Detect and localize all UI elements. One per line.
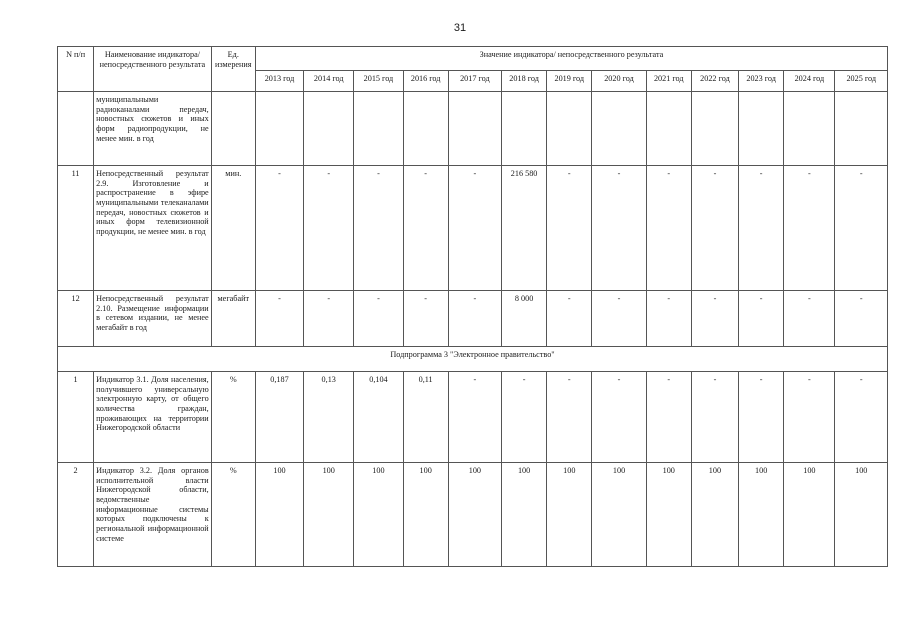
value-cell: 100 xyxy=(691,463,738,567)
subprogram-title: Подпрограмма 3 "Электронное правительство" xyxy=(58,347,888,372)
value-cell xyxy=(691,92,738,166)
value-cell xyxy=(501,92,546,166)
subprogram-section-row xyxy=(58,347,888,372)
page-number: 31 xyxy=(453,22,467,34)
value-cell: - xyxy=(592,166,646,291)
value-cell xyxy=(784,92,835,166)
value-cell: 0,187 xyxy=(255,372,303,463)
value-cell: 100 xyxy=(448,463,501,567)
value-cell: - xyxy=(835,291,888,347)
year-header: 2023 год xyxy=(739,71,784,92)
value-cell: 100 xyxy=(592,463,646,567)
value-cell: 100 xyxy=(739,463,784,567)
indicators-table xyxy=(57,46,888,567)
header-unit: Ед. измерения xyxy=(211,47,255,92)
value-cell: 100 xyxy=(304,463,354,567)
value-cell: 8 000 xyxy=(501,291,546,347)
value-cell: - xyxy=(547,291,592,347)
header-name: Наименование индикатора/непосредственного результата xyxy=(94,47,212,92)
row-name: муниципальными радиоканалами передач, новостных сюжетов и иных форм радиопродукции, не менее мин. в год xyxy=(94,92,212,166)
header-num: N п/п xyxy=(58,47,94,92)
year-header: 2025 год xyxy=(835,71,888,92)
value-cell: - xyxy=(739,372,784,463)
value-cell: 0,11 xyxy=(403,372,448,463)
value-cell: - xyxy=(255,166,303,291)
year-header: 2020 год xyxy=(592,71,646,92)
value-cell: 100 xyxy=(403,463,448,567)
value-cell: - xyxy=(691,166,738,291)
row-unit: мин. xyxy=(211,166,255,291)
value-cell: - xyxy=(448,291,501,347)
value-cell xyxy=(255,92,303,166)
row-num: 11 xyxy=(58,166,94,291)
value-cell xyxy=(354,92,403,166)
value-cell: - xyxy=(784,166,835,291)
value-cell: - xyxy=(835,372,888,463)
value-cell: - xyxy=(592,291,646,347)
value-cell: - xyxy=(354,291,403,347)
table-row-2 xyxy=(58,463,888,567)
value-cell: - xyxy=(691,372,738,463)
value-cell: 100 xyxy=(547,463,592,567)
value-cell: - xyxy=(448,166,501,291)
year-header: 2014 год xyxy=(304,71,354,92)
value-cell xyxy=(403,92,448,166)
table-row-continued xyxy=(58,92,888,166)
value-cell: 100 xyxy=(354,463,403,567)
row-name: Непосредственный результат 2.10. Размещение информации в сетевом издании, не менее мегабайт в год xyxy=(94,291,212,347)
value-cell: - xyxy=(739,166,784,291)
value-cell: - xyxy=(592,372,646,463)
value-cell: - xyxy=(691,291,738,347)
year-header: 2013 год xyxy=(255,71,303,92)
value-cell: 100 xyxy=(501,463,546,567)
row-num: 2 xyxy=(58,463,94,567)
row-unit xyxy=(211,92,255,166)
value-cell xyxy=(646,92,691,166)
value-cell: - xyxy=(835,166,888,291)
row-unit: % xyxy=(211,463,255,567)
year-header: 2015 год xyxy=(354,71,403,92)
row-unit: мегабайт xyxy=(211,291,255,347)
value-cell: - xyxy=(784,372,835,463)
value-cell: - xyxy=(304,166,354,291)
value-cell xyxy=(547,92,592,166)
value-cell xyxy=(835,92,888,166)
year-header: 2017 год xyxy=(448,71,501,92)
row-unit: % xyxy=(211,372,255,463)
value-cell xyxy=(739,92,784,166)
value-cell: - xyxy=(646,166,691,291)
value-cell: 100 xyxy=(646,463,691,567)
value-cell: - xyxy=(547,372,592,463)
year-header: 2024 год xyxy=(784,71,835,92)
value-cell: - xyxy=(784,291,835,347)
value-cell: - xyxy=(448,372,501,463)
value-cell: - xyxy=(739,291,784,347)
row-name: Непосредственный результат 2.9. Изготовление и распространение в эфире муниципальными телеканалами передач, новостных сюжетов и иных форм телевизионной продукции, не менее мин. в год xyxy=(94,166,212,291)
value-cell: - xyxy=(255,291,303,347)
row-name: Индикатор 3.2. Доля органов исполнительной власти Нижегородской области, ведомственные информационные системы которых подключены к региональной информационной системе xyxy=(94,463,212,567)
value-cell: - xyxy=(547,166,592,291)
table-row-11 xyxy=(58,166,888,291)
value-cell: 0,104 xyxy=(354,372,403,463)
row-name: Индикатор 3.1. Доля населения, получившего универсальную электронную карту, от общего количества граждан, проживающих на территории Нижегородской области xyxy=(94,372,212,463)
value-cell: - xyxy=(304,291,354,347)
year-header: 2019 год xyxy=(547,71,592,92)
header-values: Значение индикатора/ непосредственного результата xyxy=(255,47,887,71)
year-header: 2021 год xyxy=(646,71,691,92)
value-cell: 0,13 xyxy=(304,372,354,463)
value-cell: 100 xyxy=(255,463,303,567)
value-cell: 216 580 xyxy=(501,166,546,291)
value-cell xyxy=(304,92,354,166)
row-num xyxy=(58,92,94,166)
value-cell: - xyxy=(646,291,691,347)
value-cell xyxy=(448,92,501,166)
value-cell: - xyxy=(403,291,448,347)
table-header-row xyxy=(58,47,888,71)
table-row-12 xyxy=(58,291,888,347)
year-header: 2022 год xyxy=(691,71,738,92)
value-cell: - xyxy=(501,372,546,463)
value-cell: - xyxy=(403,166,448,291)
value-cell xyxy=(592,92,646,166)
row-num: 1 xyxy=(58,372,94,463)
value-cell: 100 xyxy=(835,463,888,567)
year-header: 2016 год xyxy=(403,71,448,92)
row-num: 12 xyxy=(58,291,94,347)
year-header: 2018 год xyxy=(501,71,546,92)
value-cell: 100 xyxy=(784,463,835,567)
table-row-1 xyxy=(58,372,888,463)
value-cell: - xyxy=(354,166,403,291)
value-cell: - xyxy=(646,372,691,463)
